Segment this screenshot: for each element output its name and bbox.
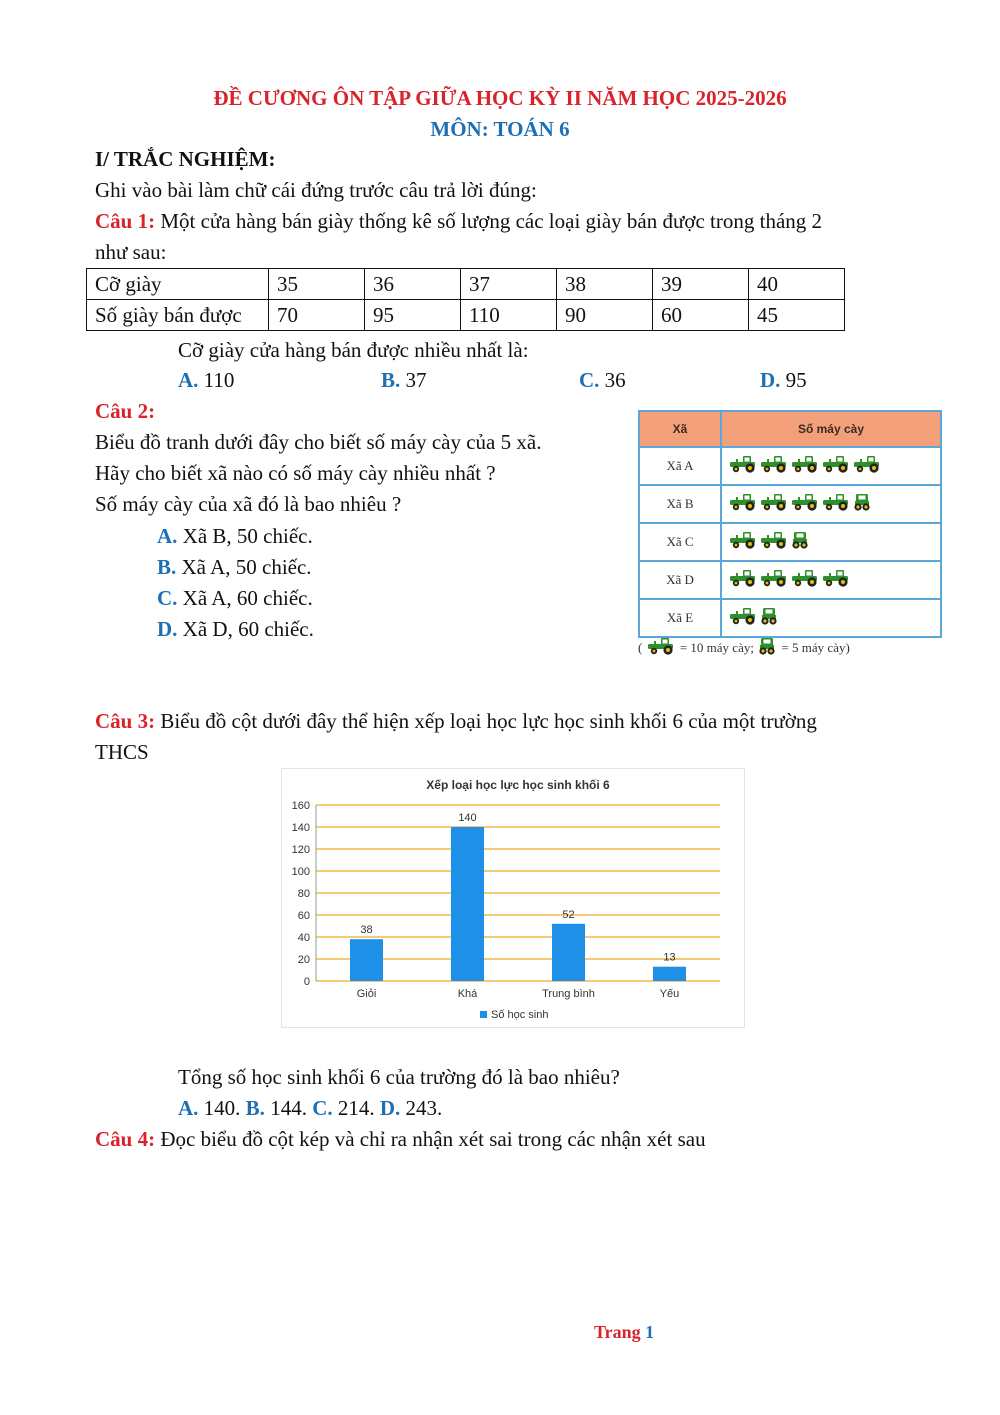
q3-option-d[interactable] (380, 1096, 442, 1120)
table-cell: 60 (653, 300, 749, 331)
table-cell: 37 (461, 269, 557, 300)
option-text: Xã A, 50 chiếc. (181, 555, 312, 579)
option-letter: D. (379, 1096, 401, 1120)
q1-option-d[interactable] (760, 368, 807, 393)
bar (451, 827, 484, 981)
document-subtitle: MÔN: TOÁN 6 (430, 117, 570, 141)
bar-chart-svg (282, 769, 744, 1027)
page-number: 1 (645, 1322, 655, 1342)
tractor-icon (790, 454, 820, 479)
tractor-icon (790, 492, 820, 517)
document-title: ĐỀ CƯƠNG ÔN TẬP GIỮA HỌC KỲ II NĂM HỌC 2025-2026 (213, 86, 787, 110)
pictograph-row (639, 485, 941, 523)
q3-option-a[interactable] (178, 1096, 240, 1120)
bar-chart (281, 768, 745, 1028)
q2-option-d[interactable] (157, 617, 314, 642)
option-text: Xã D, 60 chiếc. (182, 617, 314, 641)
section-heading: I/ TRẮC NGHIỆM: (95, 147, 276, 171)
pictograph-icons (721, 523, 941, 561)
q2-line1: Biểu đồ tranh dưới đây cho biết số máy cày của 5 xã. (95, 430, 542, 454)
q2-option-b[interactable] (157, 555, 312, 580)
legend-half-text: = 5 máy cày) (781, 640, 850, 655)
q1-option-a[interactable] (178, 368, 234, 393)
option-text: 144. (270, 1096, 307, 1120)
option-text: Xã A, 60 chiếc. (182, 586, 313, 610)
option-letter: B. (245, 1096, 265, 1120)
pictograph-row (639, 561, 941, 599)
pictograph-commune-name: Xã E (639, 599, 721, 637)
chart-title: Xếp loại học lực học sinh khối 6 (426, 778, 610, 792)
tractor-icon (728, 530, 758, 555)
option-text: 243. (405, 1096, 443, 1120)
option-text: Xã B, 50 chiếc. (182, 524, 313, 548)
y-tick-label: 140 (291, 822, 310, 834)
x-tick-label: Yếu (659, 988, 680, 1000)
table-cell: 35 (269, 269, 365, 300)
pictograph-commune-name: Xã A (639, 447, 721, 485)
q3-text-line2: THCS (95, 740, 149, 764)
option-letter: B. (381, 368, 401, 392)
table-row-header: Số giày bán được (87, 300, 269, 331)
table-cell: 40 (749, 269, 845, 300)
legend-full-text: = 10 máy cày; (679, 640, 754, 655)
q3-text-line1 (95, 709, 817, 734)
data-label: 140 (458, 812, 477, 824)
pictograph-legend (638, 636, 850, 660)
page-footer (594, 1322, 654, 1343)
q3-option-b[interactable] (246, 1096, 307, 1120)
q1-option-c[interactable] (579, 368, 626, 393)
y-tick-label: 160 (291, 800, 310, 812)
tractor-icon (759, 454, 789, 479)
q1-text: Một cửa hàng bán giày thống kê số lượng các loại giày bán được trong tháng 2 (160, 209, 823, 233)
tractor-icon (728, 568, 758, 593)
legend-open-paren: ( (638, 640, 643, 655)
y-tick-label: 100 (291, 866, 310, 878)
q3-label: Câu 3: (95, 709, 156, 733)
pictograph-icons (721, 561, 941, 599)
option-text: 140. (203, 1096, 241, 1120)
table-cell: 38 (557, 269, 653, 300)
data-label: 38 (360, 924, 373, 937)
half-tractor-icon (852, 492, 872, 517)
option-letter: C. (157, 586, 178, 610)
tractor-icon (728, 454, 758, 479)
tractor-pictograph (638, 410, 942, 638)
shoe-size-table (86, 268, 845, 331)
table-cell: 110 (461, 300, 557, 331)
half-tractor-icon (757, 636, 777, 660)
q2-option-a[interactable] (157, 524, 313, 549)
table-row (87, 300, 845, 331)
q3-question: Tổng số học sinh khối 6 của trường đó là bao nhiêu? (178, 1065, 620, 1089)
pictograph-icons (721, 447, 941, 485)
pictograph-row (639, 447, 941, 485)
option-letter: D. (760, 368, 781, 392)
option-letter: A. (178, 1096, 199, 1120)
option-text: 110 (203, 368, 235, 392)
table-cell: 70 (269, 300, 365, 331)
pictograph-commune-name: Xã B (639, 485, 721, 523)
option-text: 37 (405, 368, 427, 392)
q3-option-c[interactable] (312, 1096, 374, 1120)
table-row-header: Cỡ giày (87, 269, 269, 300)
y-tick-label: 0 (303, 976, 310, 988)
q3-options (178, 1096, 442, 1121)
half-tractor-icon (790, 530, 810, 555)
tractor-icon (759, 530, 789, 555)
table-cell: 39 (653, 269, 749, 300)
y-tick-label: 60 (297, 910, 310, 922)
legend-swatch (480, 1011, 487, 1018)
option-letter: D. (157, 617, 178, 641)
tractor-icon (728, 606, 758, 631)
pictograph-col-count: Số máy cày (721, 411, 941, 447)
pictograph-icons (721, 599, 941, 637)
y-tick-label: 120 (291, 844, 310, 856)
q4-text: Đọc biểu đồ cột kép và chỉ ra nhận xét sai trong các nhận xét sau (160, 1127, 706, 1151)
page-label: Trang (594, 1322, 641, 1342)
tractor-icon (728, 492, 758, 517)
option-letter: B. (157, 555, 177, 579)
tractor-icon (821, 454, 851, 479)
y-tick-label: 40 (297, 932, 310, 944)
x-tick-label: Khá (457, 988, 478, 1000)
option-text: 36 (604, 368, 626, 392)
q1-text-line1 (95, 209, 822, 234)
table-cell: 45 (749, 300, 845, 331)
tractor-icon (821, 492, 851, 517)
pictograph-row (639, 599, 941, 637)
option-letter: A. (157, 524, 178, 548)
q4-text-line (95, 1127, 706, 1152)
table-row (87, 269, 845, 300)
half-tractor-icon (759, 606, 779, 631)
pictograph-commune-name: Xã C (639, 523, 721, 561)
option-letter: A. (178, 368, 199, 392)
y-tick-label: 80 (297, 888, 310, 900)
q1-text-line2: như sau: (95, 240, 167, 264)
tractor-icon (821, 568, 851, 593)
legend-label: Số học sinh (491, 1009, 549, 1021)
bar (653, 967, 686, 981)
table-cell: 95 (365, 300, 461, 331)
bar (552, 924, 585, 981)
option-text: 95 (785, 368, 807, 392)
q1-question: Cỡ giày cửa hàng bán được nhiều nhất là: (178, 338, 529, 362)
pictograph-icons (721, 485, 941, 523)
q3-text: Biểu đồ cột dưới đây thể hiện xếp loại học lực học sinh khối 6 của một trường (160, 709, 817, 733)
pictograph-commune-name: Xã D (639, 561, 721, 599)
x-tick-label: Giỏi (356, 988, 377, 1000)
q2-line2: Hãy cho biết xã nào có số máy cày nhiều nhất ? (95, 461, 496, 485)
y-tick-label: 20 (297, 954, 310, 966)
q2-line3: Số máy cày của xã đó là bao nhiêu ? (95, 492, 402, 516)
pictograph-header-row (639, 411, 941, 447)
tractor-icon (759, 492, 789, 517)
q4-label: Câu 4: (95, 1127, 156, 1151)
table-cell: 36 (365, 269, 461, 300)
table-cell: 90 (557, 300, 653, 331)
tractor-icon (790, 568, 820, 593)
tractor-icon (646, 636, 676, 660)
tractor-icon (759, 568, 789, 593)
q2-label: Câu 2: (95, 399, 156, 423)
q1-label: Câu 1: (95, 209, 156, 233)
option-text: 214. (337, 1096, 375, 1120)
data-label: 52 (562, 908, 575, 921)
data-label: 13 (663, 951, 676, 964)
q2-option-c[interactable] (157, 586, 313, 611)
q1-option-b[interactable] (381, 368, 427, 393)
pictograph-row (639, 523, 941, 561)
pictograph-col-commune: Xã (639, 411, 721, 447)
bar (350, 939, 383, 981)
option-letter: C. (579, 368, 600, 392)
x-tick-label: Trung bình (542, 988, 595, 1000)
section-instruction: Ghi vào bài làm chữ cái đứng trước câu trả lời đúng: (95, 178, 537, 202)
option-letter: C. (312, 1096, 333, 1120)
tractor-icon (852, 454, 882, 479)
